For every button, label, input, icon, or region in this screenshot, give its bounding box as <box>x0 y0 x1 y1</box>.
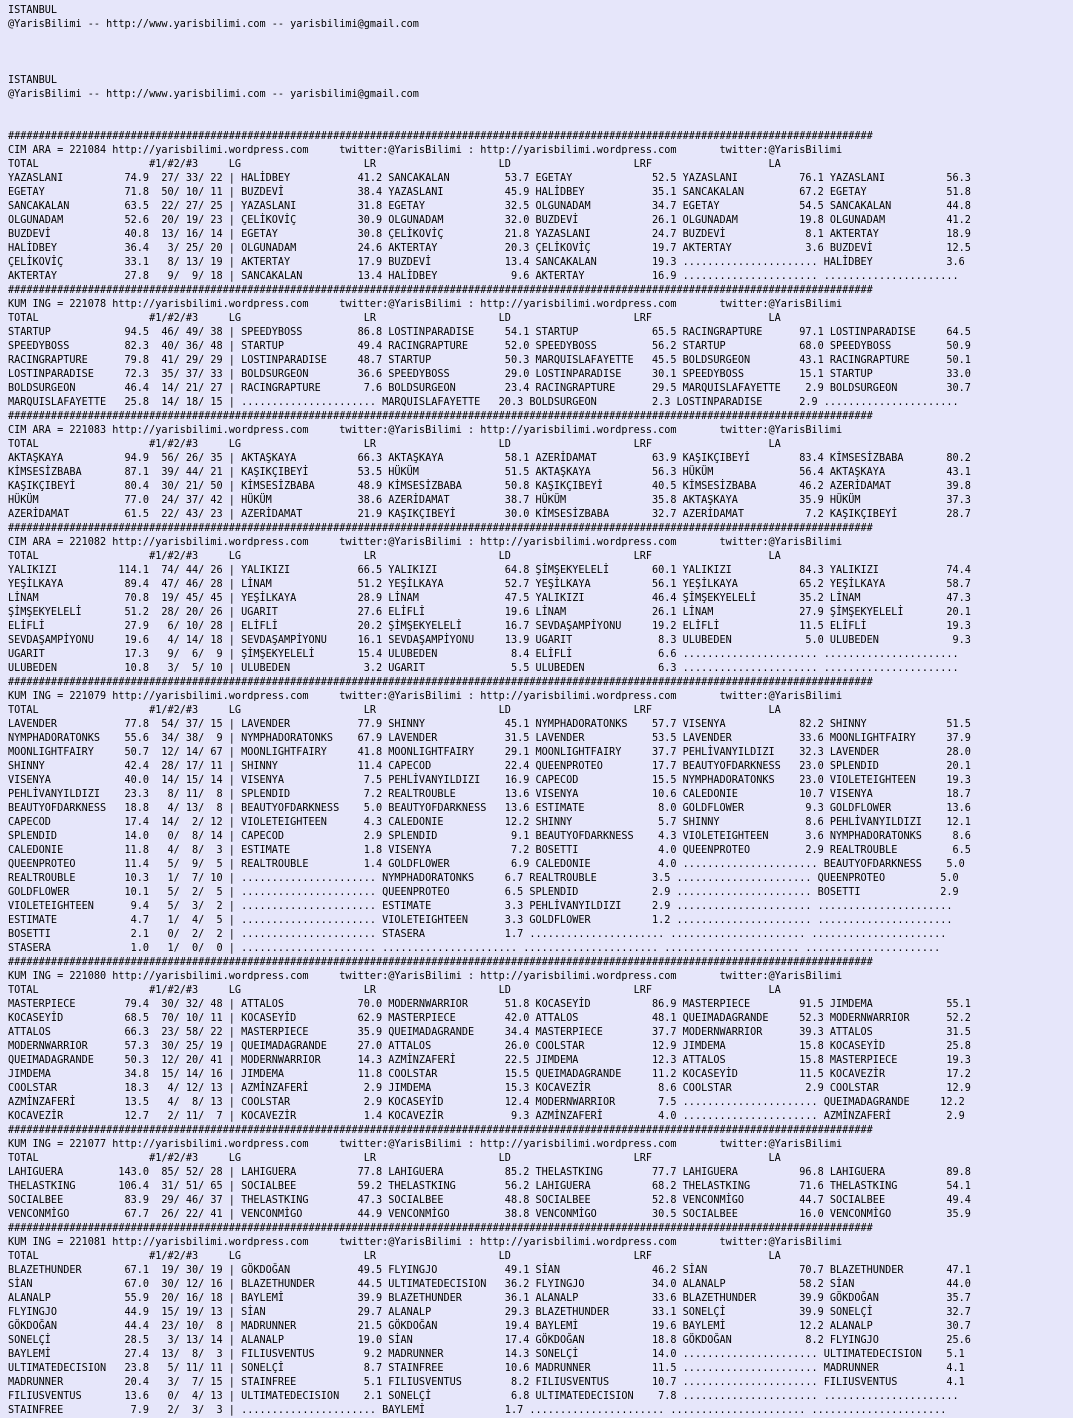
separator-line: ############################################################################################################################################# <box>8 1125 873 1136</box>
column-header-line: TOTAL #1/#2/#3 LG LR LD LRF LA <box>8 985 781 996</box>
race-row: VIOLETEIGHTEEN 9.4 5/ 3/ 2 | ...................... ESTIMATE 3.3 PEHLİVANYILDIZI 2.9 ...................... ...................... <box>8 901 953 912</box>
column-header-line: TOTAL #1/#2/#3 LG LR LD LRF LA <box>8 1251 781 1262</box>
race-row: UGARIT 17.3 9/ 6/ 9 | ŞİMŞEKYELELİ 15.4 ULUBEDEN 8.4 ELİFLİ 6.6 ...................... ...................... <box>8 649 959 660</box>
race-row: KOCASEYİD 68.5 70/ 10/ 11 | KOCASEYİD 62.9 MASTERPIECE 42.0 ATTALOS 48.1 QUEIMADAGRANDE 52.3 MODERNWARRIOR 52.2 <box>8 1013 971 1024</box>
race-row: FILIUSVENTUS 13.6 0/ 4/ 13 | ULTIMATEDECISION 2.1 SONELÇİ 6.8 ULTIMATEDECISION 7.8 ...................... ...................... <box>8 1391 959 1402</box>
race-row: SİAN 67.0 30/ 12/ 16 | BLAZETHUNDER 44.5 ULTIMATEDECISION 36.2 FLYINGJO 34.0 ALANALP 58.2 SİAN 44.0 <box>8 1279 971 1290</box>
race-row: QUEIMADAGRANDE 50.3 12/ 20/ 41 | MODERNWARRIOR 14.3 AZMİNZAFERİ 22.5 JIMDEMA 12.3 ATTALOS 15.8 MASTERPIECE 19.3 <box>8 1055 971 1066</box>
header-line <box>8 60 1073 74</box>
race-row: HALİDBEY 36.4 3/ 25/ 20 | OLGUNADAM 24.6 AKTERTAY 20.3 ÇELİKOVİÇ 19.7 AKTERTAY 3.6 BUZDEVİ 12.5 <box>8 243 971 254</box>
race-row: YALIKIZI 114.1 74/ 44/ 26 | YALIKIZI 66.5 YALIKIZI 64.8 ŞİMŞEKYELELİ 60.1 YALIKIZI 84.3 YALIKIZI 74.4 <box>8 565 971 576</box>
race-title-line: CIM ARA = 221084 http://yarisbilimi.wordpress.com twitter:@YarisBilimi : http://yarisbilimi.wordpress.com twitter:@YarisBilimi <box>8 145 843 156</box>
header-line: ISTANBUL <box>8 5 58 16</box>
race-row: SHINNY 42.4 28/ 17/ 11 | SHINNY 11.4 CAPECOD 22.4 QUEENPROTEO 17.7 BEAUTYOFDARKNESS 23.0 SPLENDID 20.1 <box>8 761 971 772</box>
race-row: LOSTINPARADISE 72.3 35/ 37/ 33 | BOLDSURGEON 36.6 SPEEDYBOSS 29.0 LOSTINPARADISE 30.1 SPEEDYBOSS 15.1 STARTUP 33.0 <box>8 369 971 380</box>
race-title-line: KUM ING = 221081 http://yarisbilimi.wordpress.com twitter:@YarisBilimi : http://yarisbilimi.wordpress.com twitter:@YarisBilimi <box>8 1237 843 1248</box>
race-title-line: KUM ING = 221080 http://yarisbilimi.wordpress.com twitter:@YarisBilimi : http://yarisbilimi.wordpress.com twitter:@YarisBilimi <box>8 971 843 982</box>
race-row: STAINFREE 7.9 2/ 3/ 3 | ...................... BAYLEMİ 1.7 ...................... ...................... ...................... <box>8 1405 947 1416</box>
race-row: ULTIMATEDECISION 23.8 5/ 11/ 11 | SONELÇİ 8.7 STAINFREE 10.6 MADRUNNER 11.5 ...................... MADRUNNER 4.1 <box>8 1363 965 1374</box>
race-row: SPLENDID 14.0 0/ 8/ 14 | CAPECOD 2.9 SPLENDID 9.1 BEAUTYOFDARKNESS 4.3 VIOLETEIGHTEEN 3.6 NYMPHADORATONKS 8.6 <box>8 831 971 842</box>
column-header-line: TOTAL #1/#2/#3 LG LR LD LRF LA <box>8 439 781 450</box>
header-line <box>8 46 1073 60</box>
separator-line: ############################################################################################################################################# <box>8 677 873 688</box>
race-row: ÇELİKOVİÇ 33.1 8/ 13/ 19 | AKTERTAY 17.9 BUZDEVİ 13.4 SANCAKALAN 19.3 ...................... HALİDBEY 3.6 <box>8 257 965 268</box>
race-row: VENCONMİGO 67.7 26/ 22/ 41 | VENCONMİGO 44.9 VENCONMİGO 38.8 VENCONMİGO 30.5 SOCIALBEE 16.0 VENCONMİGO 35.9 <box>8 1209 971 1220</box>
column-header-line: TOTAL #1/#2/#3 LG LR LD LRF LA <box>8 705 781 716</box>
race-row: ATTALOS 66.3 23/ 58/ 22 | MASTERPIECE 35.9 QUEIMADAGRANDE 34.4 MASTERPIECE 37.7 MODERNWARRIOR 39.3 ATTALOS 31.5 <box>8 1027 971 1038</box>
race-row: BAYLEMİ 27.4 13/ 8/ 3 | FILIUSVENTUS 9.2 MADRUNNER 14.3 SONELÇİ 14.0 ...................... ULTIMATEDECISION 5.1 <box>8 1349 965 1360</box>
race-row: VISENYA 40.0 14/ 15/ 14 | VISENYA 7.5 PEHLİVANYILDIZI 16.9 CAPECOD 15.5 NYMPHADORATONKS 23.0 VIOLETEIGHTEEN 19.3 <box>8 775 971 786</box>
race-row: HÜKÜM 77.0 24/ 37/ 42 | HÜKÜM 38.6 AZERİDAMAT 38.7 HÜKÜM 35.8 AKTAŞKAYA 35.9 HÜKÜM 37.3 <box>8 495 971 506</box>
race-row: BLAZETHUNDER 67.1 19/ 30/ 19 | GÖKDOĞAN 49.5 FLYINGJO 49.1 SİAN 46.2 SİAN 70.7 BLAZETHUNDER 47.1 <box>8 1265 971 1276</box>
race-row: QUEENPROTEO 11.4 5/ 9/ 5 | REALTROUBLE 1.4 GOLDFLOWER 6.9 CALEDONIE 4.0 ...................... BEAUTYOFDARKNESS 5.0 <box>8 859 965 870</box>
race-row: SANCAKALAN 63.5 22/ 27/ 25 | YAZASLANI 31.8 EGETAY 32.5 OLGUNADAM 34.7 EGETAY 54.5 SANCAKALAN 44.8 <box>8 201 971 212</box>
separator-line: ############################################################################################################################################# <box>8 131 873 142</box>
race-row: SPEEDYBOSS 82.3 40/ 36/ 48 | STARTUP 49.4 RACINGRAPTURE 52.0 SPEEDYBOSS 56.2 STARTUP 68.0 SPEEDYBOSS 50.9 <box>8 341 971 352</box>
race-row: JIMDEMA 34.8 15/ 14/ 16 | JIMDEMA 11.8 COOLSTAR 15.5 QUEIMADAGRANDE 11.2 KOCASEYİD 11.5 KOCAVEZİR 17.2 <box>8 1069 971 1080</box>
race-row: AZERİDAMAT 61.5 22/ 43/ 23 | AZERİDAMAT 21.9 KAŞIKÇIBEYİ 30.0 KİMSESİZBABA 32.7 AZERİDAMAT 7.2 KAŞIKÇIBEYİ 28.7 <box>8 509 971 520</box>
column-header-line: TOTAL #1/#2/#3 LG LR LD LRF LA <box>8 1153 781 1164</box>
race-row: THELASTKING 106.4 31/ 51/ 65 | SOCIALBEE 59.2 THELASTKING 56.2 LAHIGUERA 68.2 THELASTKING 71.6 THELASTKING 54.1 <box>8 1181 971 1192</box>
separator-line: ############################################################################################################################################# <box>8 285 873 296</box>
column-header-line: TOTAL #1/#2/#3 LG LR LD LRF LA <box>8 159 781 170</box>
race-title-line: CIM ARA = 221082 http://yarisbilimi.wordpress.com twitter:@YarisBilimi : http://yarisbilimi.wordpress.com twitter:@YarisBilimi <box>8 537 843 548</box>
race-title-line: KUM ING = 221077 http://yarisbilimi.wordpress.com twitter:@YarisBilimi : http://yarisbilimi.wordpress.com twitter:@YarisBilimi <box>8 1139 843 1150</box>
column-header-line: TOTAL #1/#2/#3 LG LR LD LRF LA <box>8 551 781 562</box>
race-row: SEVDAŞAMPİYONU 19.6 4/ 14/ 18 | SEVDAŞAMPİYONU 16.1 SEVDAŞAMPİYONU 13.9 UGARIT 8.3 ULUBEDEN 5.0 ULUBEDEN 9.3 <box>8 635 971 646</box>
race-title-line: CIM ARA = 221083 http://yarisbilimi.wordpress.com twitter:@YarisBilimi : http://yarisbilimi.wordpress.com twitter:@YarisBilimi <box>8 425 843 436</box>
race-row: CAPECOD 17.4 14/ 2/ 12 | VIOLETEIGHTEEN 4.3 CALEDONIE 12.2 SHINNY 5.7 SHINNY 8.6 PEHLİVANYILDIZI 12.1 <box>8 817 971 828</box>
race-row: LİNAM 70.8 19/ 45/ 45 | YEŞİLKAYA 28.9 LİNAM 47.5 YALIKIZI 46.4 ŞİMŞEKYELELİ 35.2 LİNAM 47.3 <box>8 593 971 604</box>
header-line: @YarisBilimi -- http://www.yarisbilimi.com -- yarisbilimi@gmail.com <box>8 19 419 30</box>
race-row: FLYINGJO 44.9 15/ 19/ 13 | SİAN 29.7 ALANALP 29.3 BLAZETHUNDER 33.1 SONELÇİ 39.9 SONELÇİ 32.7 <box>8 1307 971 1318</box>
race-row: AZMİNZAFERİ 13.5 4/ 8/ 13 | COOLSTAR 2.9 KOCASEYİD 12.4 MODERNWARRIOR 7.5 ...................... QUEIMADAGRANDE 12.2 <box>8 1097 965 1108</box>
race-row: SONELÇİ 28.5 3/ 13/ 14 | ALANALP 19.0 SİAN 17.4 GÖKDOĞAN 18.8 GÖKDOĞAN 8.2 FLYINGJO 25.6 <box>8 1335 971 1346</box>
race-row: AKTERTAY 27.8 9/ 9/ 18 | SANCAKALAN 13.4 HALİDBEY 9.6 AKTERTAY 16.9 ...................... ...................... <box>8 271 959 282</box>
header-line <box>8 32 1073 46</box>
race-row: ULUBEDEN 10.8 3/ 5/ 10 | ULUBEDEN 3.2 UGARIT 5.5 ULUBEDEN 6.3 ...................... ...................... <box>8 663 959 674</box>
separator-line: ############################################################################################################################################# <box>8 523 873 534</box>
race-row: ESTIMATE 4.7 1/ 4/ 5 | ...................... VIOLETEIGHTEEN 3.3 GOLDFLOWER 1.2 ...................... ...................... <box>8 915 953 926</box>
race-row: EGETAY 71.8 50/ 10/ 11 | BUZDEVİ 38.4 YAZASLANI 45.9 HALİDBEY 35.1 SANCAKALAN 67.2 EGETAY 51.8 <box>8 187 971 198</box>
race-row: ALANALP 55.9 20/ 16/ 18 | BAYLEMİ 39.9 BLAZETHUNDER 36.1 ALANALP 33.6 BLAZETHUNDER 39.9 GÖKDOĞAN 35.7 <box>8 1293 971 1304</box>
race-row: SOCIALBEE 83.9 29/ 46/ 37 | THELASTKING 47.3 SOCIALBEE 48.8 SOCIALBEE 52.8 VENCONMİGO 44.7 SOCIALBEE 49.4 <box>8 1195 971 1206</box>
header-line: ISTANBUL <box>8 75 58 86</box>
race-row: ŞİMŞEKYELELİ 51.2 28/ 20/ 26 | UGARIT 27.6 ELİFLİ 19.6 LİNAM 26.1 LİNAM 27.9 ŞİMŞEKYELELİ 20.1 <box>8 607 971 618</box>
separator-line: ############################################################################################################################################# <box>8 957 873 968</box>
race-row: KİMSESİZBABA 87.1 39/ 44/ 21 | KAŞIKÇIBEYİ 53.5 HÜKÜM 51.5 AKTAŞKAYA 56.3 HÜKÜM 56.4 AKTAŞKAYA 43.1 <box>8 467 971 478</box>
race-row: MARQUISLAFAYETTE 25.8 14/ 18/ 15 | ...................... MARQUISLAFAYETTE 20.3 BOLDSURGEON 2.3 LOSTINPARADISE 2.9 ...................... <box>8 397 959 408</box>
race-row: LAVENDER 77.8 54/ 37/ 15 | LAVENDER 77.9 SHINNY 45.1 NYMPHADORATONKS 57.7 VISENYA 82.2 SHINNY 51.5 <box>8 719 971 730</box>
header-line <box>8 102 1073 116</box>
race-row: STASERA 1.0 1/ 0/ 0 | ...................... ...................... ...................... ...................... ...................... <box>8 943 941 954</box>
race-row: ELİFLİ 27.9 6/ 10/ 28 | ELİFLİ 20.2 ŞİMŞEKYELELİ 16.7 SEVDAŞAMPİYONU 19.2 ELİFLİ 11.5 ELİFLİ 19.3 <box>8 621 971 632</box>
separator-line: ############################################################################################################################################# <box>8 411 873 422</box>
race-row: CALEDONIE 11.8 4/ 8/ 3 | ESTIMATE 1.8 VISENYA 7.2 BOSETTI 4.0 QUEENPROTEO 2.9 REALTROUBLE 6.5 <box>8 845 971 856</box>
race-row: YEŞİLKAYA 89.4 47/ 46/ 28 | LİNAM 51.2 YEŞİLKAYA 52.7 YEŞİLKAYA 56.1 YEŞİLKAYA 65.2 YEŞİLKAYA 58.7 <box>8 579 971 590</box>
race-title-line: KUM ING = 221079 http://yarisbilimi.wordpress.com twitter:@YarisBilimi : http://yarisbilimi.wordpress.com twitter:@YarisBilimi <box>8 691 843 702</box>
race-row: BUZDEVİ 40.8 13/ 16/ 14 | EGETAY 30.8 ÇELİKOVİÇ 21.8 YAZASLANI 24.7 BUZDEVİ 8.1 AKTERTAY 18.9 <box>8 229 971 240</box>
column-header-line: TOTAL #1/#2/#3 LG LR LD LRF LA <box>8 313 781 324</box>
race-row: YAZASLANI 74.9 27/ 33/ 22 | HALİDBEY 41.2 SANCAKALAN 53.7 EGETAY 52.5 YAZASLANI 76.1 YAZASLANI 56.3 <box>8 173 971 184</box>
race-row: MADRUNNER 20.4 3/ 7/ 15 | STAINFREE 5.1 FILIUSVENTUS 8.2 FILIUSVENTUS 10.7 ...................... FILIUSVENTUS 4.1 <box>8 1377 965 1388</box>
race-row: BOLDSURGEON 46.4 14/ 21/ 27 | RACINGRAPTURE 7.6 BOLDSURGEON 23.4 RACINGRAPTURE 29.5 MARQUISLAFAYETTE 2.9 BOLDSURGEON 30.7 <box>8 383 971 394</box>
race-row: KOCAVEZİR 12.7 2/ 11/ 7 | KOCAVEZİR 1.4 KOCAVEZİR 9.3 AZMİNZAFERİ 4.0 ...................... AZMİNZAFERİ 2.9 <box>8 1111 965 1122</box>
race-row: NYMPHADORATONKS 55.6 34/ 38/ 9 | NYMPHADORATONKS 67.9 LAVENDER 31.5 LAVENDER 53.5 LAVENDER 33.6 MOONLIGHTFAIRY 37.9 <box>8 733 971 744</box>
race-row: MOONLIGHTFAIRY 50.7 12/ 14/ 67 | MOONLIGHTFAIRY 41.8 MOONLIGHTFAIRY 29.1 MOONLIGHTFAIRY 37.7 PEHLİVANYILDIZI 32.3 LAVENDER 28.0 <box>8 747 971 758</box>
race-title-line: KUM ING = 221078 http://yarisbilimi.wordpress.com twitter:@YarisBilimi : http://yarisbilimi.wordpress.com twitter:@YarisBilimi <box>8 299 843 310</box>
race-row: LAHIGUERA 143.0 85/ 52/ 28 | LAHIGUERA 77.8 LAHIGUERA 85.2 THELASTKING 77.7 LAHIGUERA 96.8 LAHIGUERA 89.8 <box>8 1167 971 1178</box>
race-row: STARTUP 94.5 46/ 49/ 38 | SPEEDYBOSS 86.8 LOSTINPARADISE 54.1 STARTUP 65.5 RACINGRAPTURE 97.1 LOSTINPARADISE 64.5 <box>8 327 971 338</box>
race-row: PEHLİVANYILDIZI 23.3 8/ 11/ 8 | SPLENDID 7.2 REALTROUBLE 13.6 VISENYA 10.6 CALEDONIE 10.7 VISENYA 18.7 <box>8 789 971 800</box>
race-row: COOLSTAR 18.3 4/ 12/ 13 | AZMİNZAFERİ 2.9 JIMDEMA 15.3 KOCAVEZİR 8.6 COOLSTAR 2.9 COOLSTAR 12.9 <box>8 1083 971 1094</box>
race-row: REALTROUBLE 10.3 1/ 7/ 10 | ...................... NYMPHADORATONKS 6.7 REALTROUBLE 3.5 ...................... QUEENPROTEO 5.0 <box>8 873 959 884</box>
header-line: @YarisBilimi -- http://www.yarisbilimi.com -- yarisbilimi@gmail.com <box>8 89 419 100</box>
race-row: AKTAŞKAYA 94.9 56/ 26/ 35 | AKTAŞKAYA 66.3 AKTAŞKAYA 58.1 AZERİDAMAT 63.9 KAŞIKÇIBEYİ 83.4 KİMSESİZBABA 80.2 <box>8 453 971 464</box>
race-row: GÖKDOĞAN 44.4 23/ 10/ 8 | MADRUNNER 21.5 GÖKDOĞAN 19.4 BAYLEMİ 19.6 BAYLEMİ 12.2 ALANALP 30.7 <box>8 1321 971 1332</box>
race-row: OLGUNADAM 52.6 20/ 19/ 23 | ÇELİKOVİÇ 30.9 OLGUNADAM 32.0 BUZDEVİ 26.1 OLGUNADAM 19.8 OLGUNADAM 41.2 <box>8 215 971 226</box>
race-row: KAŞIKÇIBEYİ 80.4 30/ 21/ 50 | KİMSESİZBABA 48.9 KİMSESİZBABA 50.8 KAŞIKÇIBEYİ 40.5 KİMSESİZBABA 46.2 AZERİDAMAT 39.8 <box>8 481 971 492</box>
race-row: MODERNWARRIOR 57.3 30/ 25/ 19 | QUEIMADAGRANDE 27.0 ATTALOS 26.0 COOLSTAR 12.9 JIMDEMA 15.8 KOCASEYİD 25.8 <box>8 1041 971 1052</box>
header-line <box>8 116 1073 130</box>
race-row: GOLDFLOWER 10.1 5/ 2/ 5 | ...................... QUEENPROTEO 6.5 SPLENDID 2.9 ...................... BOSETTI 2.9 <box>8 887 959 898</box>
race-row: BOSETTI 2.1 0/ 2/ 2 | ...................... STASERA 1.7 ...................... ...................... ...................... <box>8 929 947 940</box>
race-row: RACINGRAPTURE 79.8 41/ 29/ 29 | LOSTINPARADISE 48.7 STARTUP 50.3 MARQUISLAFAYETTE 45.5 BOLDSURGEON 43.1 RACINGRAPTURE 50.1 <box>8 355 971 366</box>
separator-line: ############################################################################################################################################# <box>8 1223 873 1234</box>
race-row: BEAUTYOFDARKNESS 18.8 4/ 13/ 8 | BEAUTYOFDARKNESS 5.0 BEAUTYOFDARKNESS 13.6 ESTIMATE 8.0 GOLDFLOWER 9.3 GOLDFLOWER 13.6 <box>8 803 971 814</box>
race-row: MASTERPIECE 79.4 30/ 32/ 48 | ATTALOS 70.0 MODERNWARRIOR 51.8 KOCASEYİD 86.9 MASTERPIECE 91.5 JIMDEMA 55.1 <box>8 999 971 1010</box>
